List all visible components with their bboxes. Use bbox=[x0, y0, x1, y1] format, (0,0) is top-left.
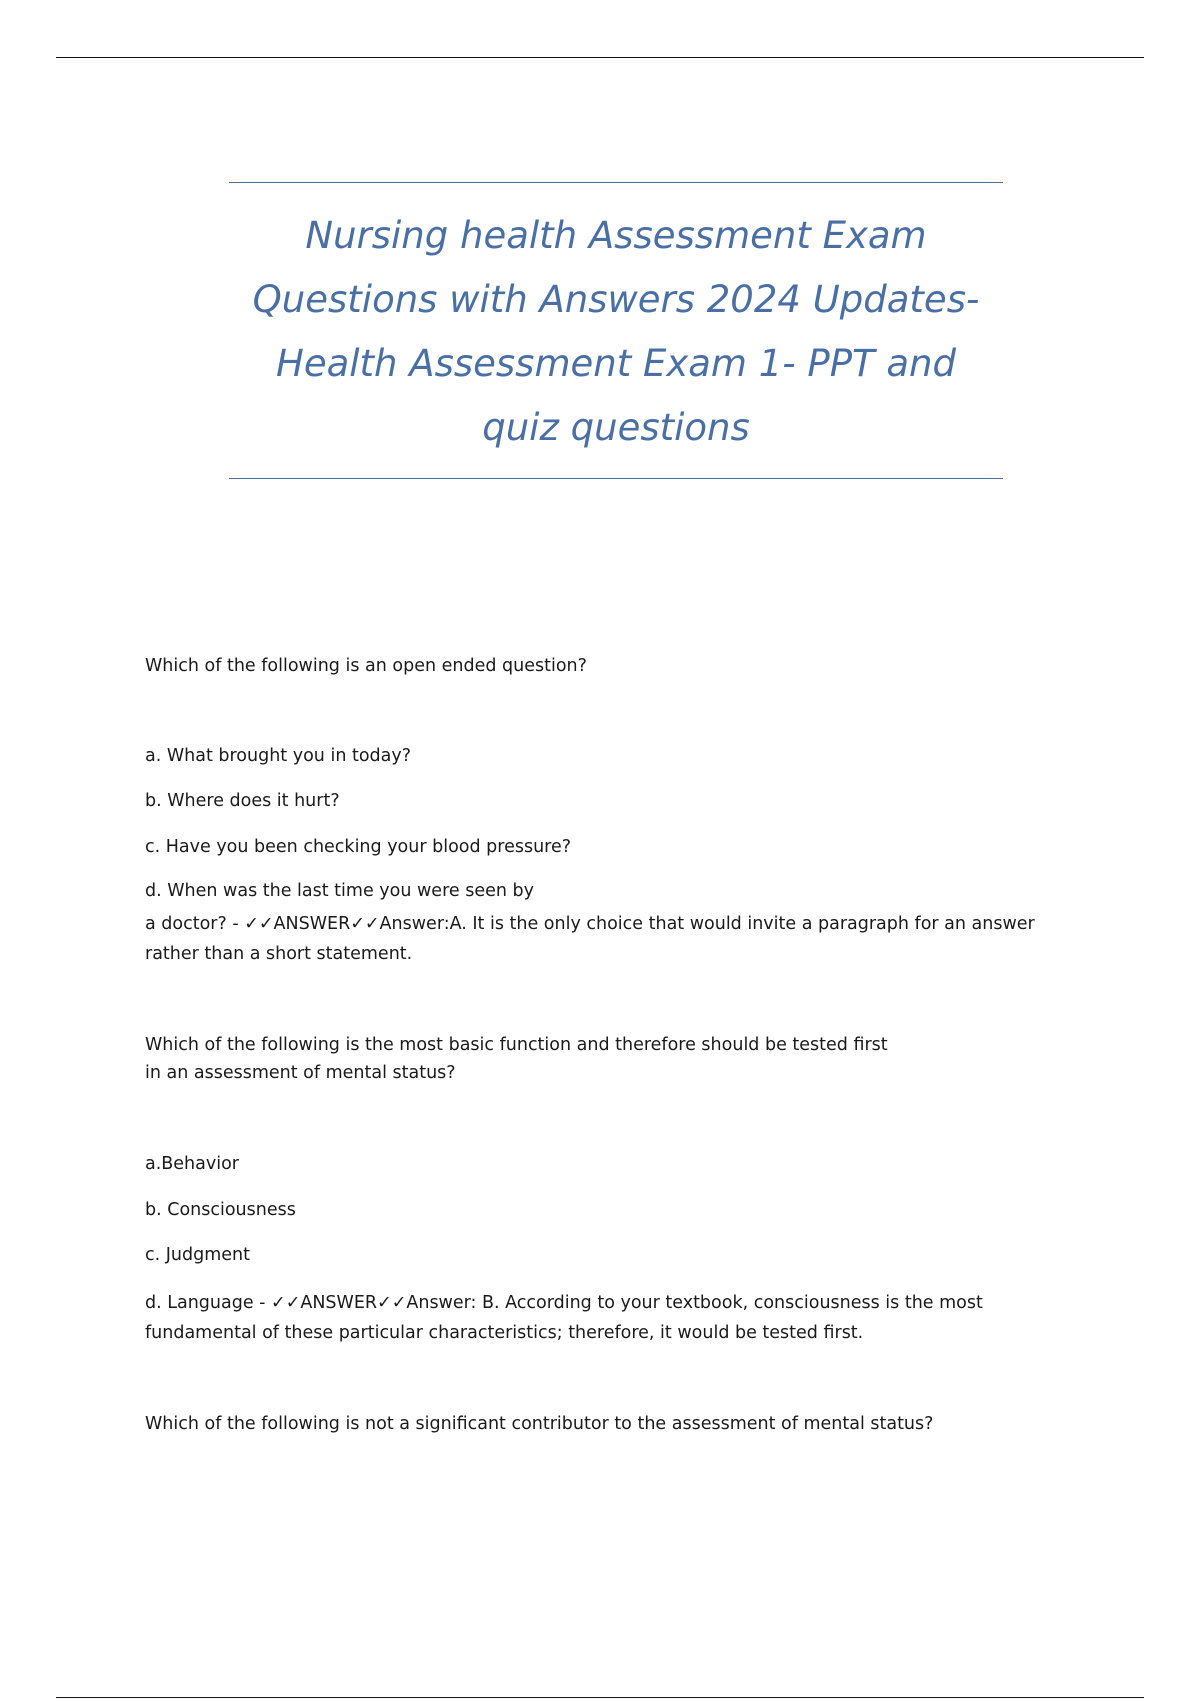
question-1-option-b: b. Where does it hurt? bbox=[145, 791, 340, 811]
question-2-text-line-2: in an assessment of mental status? bbox=[145, 1063, 456, 1083]
question-2-answer-line-2: fundamental of these particular characteristics; therefore, it would be tested first. bbox=[145, 1323, 864, 1343]
title-line-2: Questions with Answers 2024 Updates- bbox=[252, 278, 980, 321]
question-1-option-d: d. When was the last time you were seen by bbox=[145, 881, 534, 901]
question-2-text-line-1: Which of the following is the most basic function and therefore should be tested first bbox=[145, 1035, 888, 1055]
question-1-text: Which of the following is an open ended question? bbox=[145, 656, 587, 676]
question-2-option-c: c. Judgment bbox=[145, 1245, 250, 1265]
title-line-3: Health Assessment Exam 1- PPT and bbox=[276, 342, 956, 385]
question-1-option-c: c. Have you been checking your blood pressure? bbox=[145, 837, 572, 857]
question-2-option-b: b. Consciousness bbox=[145, 1200, 296, 1220]
page-bottom-rule bbox=[56, 1697, 1144, 1698]
document-title bbox=[229, 204, 1003, 460]
title-line-1: Nursing health Assessment Exam bbox=[305, 214, 927, 257]
title-upper-rule bbox=[229, 182, 1003, 183]
question-3-text: Which of the following is not a significant contributor to the assessment of mental status? bbox=[145, 1414, 934, 1434]
title-block bbox=[229, 182, 1003, 479]
question-1-option-a: a. What brought you in today? bbox=[145, 746, 412, 766]
page-top-rule bbox=[56, 57, 1144, 58]
title-line-4: quiz questions bbox=[482, 406, 750, 449]
title-lower-rule bbox=[229, 478, 1003, 479]
question-1-answer-line-1: a doctor? - ✓✓ANSWER✓✓Answer:A. It is the only choice that would invite a paragraph for an answer bbox=[145, 914, 1035, 934]
question-2-answer-line-1: d. Language - ✓✓ANSWER✓✓Answer: B. According to your textbook, consciousness is the most bbox=[145, 1293, 983, 1313]
question-2-option-a: a.Behavior bbox=[145, 1154, 239, 1174]
question-1-answer-line-2: rather than a short statement. bbox=[145, 944, 413, 964]
